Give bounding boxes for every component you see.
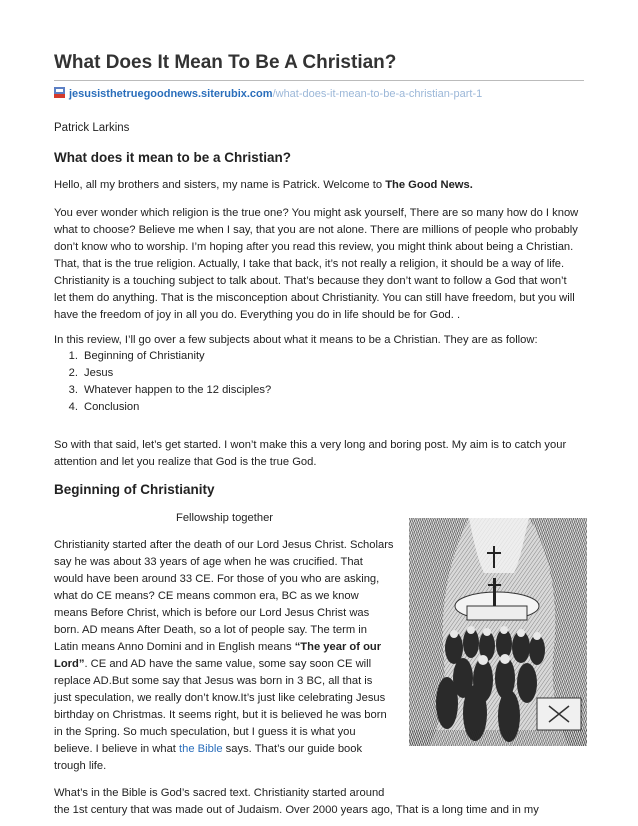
paragraph-line: You ever wonder which religion is the true one? You might ask yourself, There are so many how do I know	[54, 207, 579, 219]
paragraph-2: In this review, I’ll go over a few subjects about what it means to be a Christian. They are as follow:	[54, 334, 538, 346]
bible-link[interactable]: the Bible	[179, 743, 223, 755]
paragraph-line: have the freedom of joy in all you do. Everything you do in life should be for God. .	[54, 309, 461, 321]
body-line: Christianity started after the death of our Lord Jesus Christ. Scholars	[54, 539, 394, 551]
list-item: 3. Whatever happen to the 12 disciples?	[68, 384, 272, 396]
body-line: replace AD.But some say that Jesus was born in 3 BC, all that is	[54, 675, 373, 687]
author-name: Patrick Larkins	[54, 122, 130, 134]
body-line: trough life.	[54, 760, 107, 772]
body-line: Latin means Anno Domini and in English means “The year of our	[54, 641, 382, 653]
body-line: just speculation, we really don’t know.It’s just like celebrating Jesus	[54, 692, 386, 704]
body-line: birthday on Christmas. It seems right, but it is believed he was born	[54, 709, 387, 721]
site-favicon-icon	[54, 87, 65, 98]
body-line: would have been around 33 CE. For those of you who are asking,	[54, 573, 380, 585]
list-item: 2. Jesus	[68, 367, 114, 379]
paragraph-line: What’s in the Bible is God’s sacred text. Christianity started around	[54, 787, 385, 799]
body-line: Lord”. CE and AD have the same value, some say soon CE will	[54, 658, 372, 670]
paragraph-line: the 1st century that was made out of Judaism. Over 2000 years ago, That is a long time and in my	[54, 804, 539, 816]
title-divider	[54, 80, 584, 81]
intro-bold: The Good News.	[385, 179, 473, 191]
source-path[interactable]: /what-does-it-mean-to-be-a-christian-part-1	[272, 88, 483, 100]
paragraph-line: Christianity is a touching subject to talk about. That’s because they don’t want to follow a God that won’t	[54, 275, 567, 287]
list-item: 1. Beginning of Christianity	[68, 350, 205, 362]
topic-list	[54, 348, 271, 416]
heading-what-does-it-mean: What does it mean to be a Christian?	[54, 150, 292, 165]
image-caption: Fellowship together	[176, 512, 274, 524]
paragraph-line: what to choose? Believe me when I say, that you are not alone. There are millions of people who probably	[54, 224, 578, 236]
paragraph-line: So with that said, let’s get started. I won’t make this a very long and boring post. My aim is to catch your	[54, 439, 567, 451]
paragraph-line: let them do anything. That is the misconception about Christianity. You can still have freedom, but you will	[54, 292, 575, 304]
list-item: 4. Conclusion	[68, 401, 140, 413]
source-link[interactable]	[54, 87, 482, 100]
paragraph-line: attention and let you realize that God is the true God.	[54, 456, 317, 468]
page-title: What Does It Mean To Be A Christian?	[54, 52, 397, 73]
intro-text: Hello, all my brothers and sisters, my name is Patrick. Welcome to	[54, 179, 386, 191]
intro-paragraph	[54, 177, 473, 194]
body-line: believe. I believe in what the Bible says. That’s our guide book	[54, 743, 363, 755]
body-line: say he was about 33 years of age when he was crucified. That	[54, 556, 363, 568]
body-line: means Before Christ, which is before our Lord Jesus Christ was	[54, 607, 370, 619]
body-line: born. AD means After Death, so a lot of people say. The term in	[54, 624, 368, 636]
heading-beginning-of-christianity: Beginning of Christianity	[54, 482, 215, 497]
body-line: what do CE means? CE means common era, BC as we know	[54, 590, 359, 602]
paragraph-line: That, that is the true religion. Actually, I take that back, it’s not really a religion, it should be a way of life.	[54, 258, 565, 270]
paragraph-line: don’t know who to worship. I’m hoping after you read this review, you might think about being a Christian.	[54, 241, 574, 253]
source-domain[interactable]: jesusisthetruegoodnews.siterubix.com	[69, 88, 273, 100]
body-line: in the Spring. So much speculation, but I guess it is what you	[54, 726, 356, 738]
fellowship-engraving-image	[409, 518, 587, 746]
